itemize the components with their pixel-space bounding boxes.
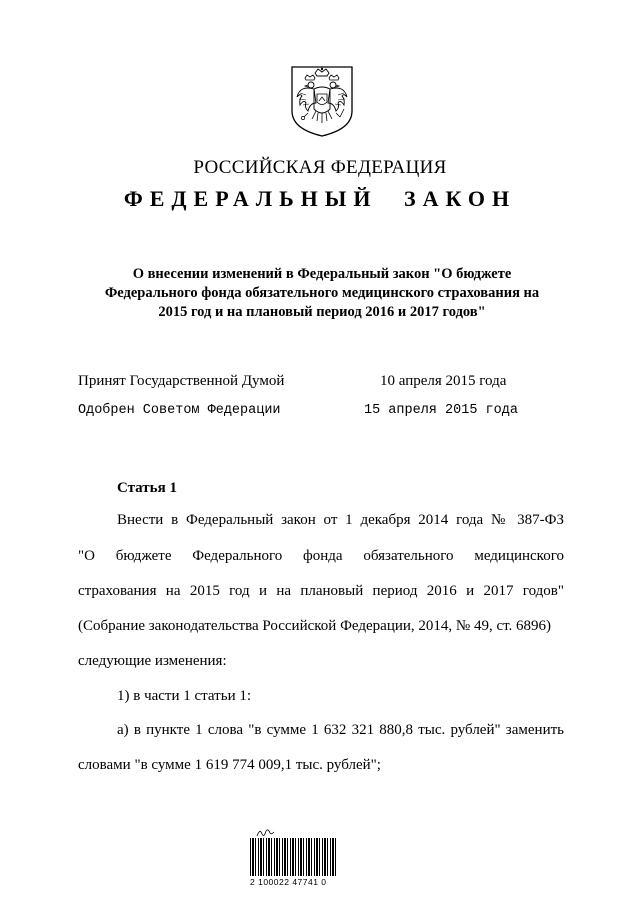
article-text-line: словами "в сумме 1 619 774 009,1 тыс. рублей"; [78, 757, 381, 773]
article-text-line: страхования на 2015 год и на плановый период 2016 и 2017 годов" [78, 583, 564, 599]
council-approval-date: 15 апреля 2015 года [364, 403, 518, 418]
document-type-heading: ФЕДЕРАЛЬНЫЙ ЗАКОН [123, 186, 517, 211]
article-text-line: "О бюджете Федерального фонда обязательного медицинского [78, 548, 564, 564]
council-approval-label: Одобрен Советом Федерации [78, 403, 281, 418]
country-heading: РОССИЙСКАЯ ФЕДЕРАЦИЯ [193, 157, 447, 178]
signature-mark [256, 828, 276, 838]
coat-of-arms-emblem [288, 63, 356, 139]
law-title-line: О внесении изменений в Федеральный закон "О бюджете [132, 266, 512, 282]
article-text-line: Внести в Федеральный закон от 1 декабря 2014 года № 387-ФЗ [117, 512, 564, 528]
barcode-bars [250, 838, 336, 876]
article-text-line: а) в пункте 1 слова "в сумме 1 632 321 880,8 тыс. рублей" заменить [117, 722, 564, 738]
duma-adoption-date: 10 апреля 2015 года [380, 373, 507, 389]
barcode-number: 2 100022 47741 0 [250, 877, 327, 887]
article-text-line: 1) в части 1 статьи 1: [117, 688, 252, 704]
law-title-line: 2015 год и на плановый период 2016 и 2017 годов" [158, 304, 486, 320]
law-title-line: Федерального фонда обязательного медицинского страхования на [104, 285, 540, 301]
article-text-line: следующие изменения: [78, 653, 227, 669]
duma-adoption-label: Принят Государственной Думой [78, 373, 285, 389]
article-heading: Статья 1 [117, 480, 177, 496]
law-title [80, 265, 564, 322]
document-barcode [250, 828, 340, 888]
article-text-line: (Собрание законодательства Российской Федерации, 2014, № 49, ст. 6896) [78, 618, 552, 634]
